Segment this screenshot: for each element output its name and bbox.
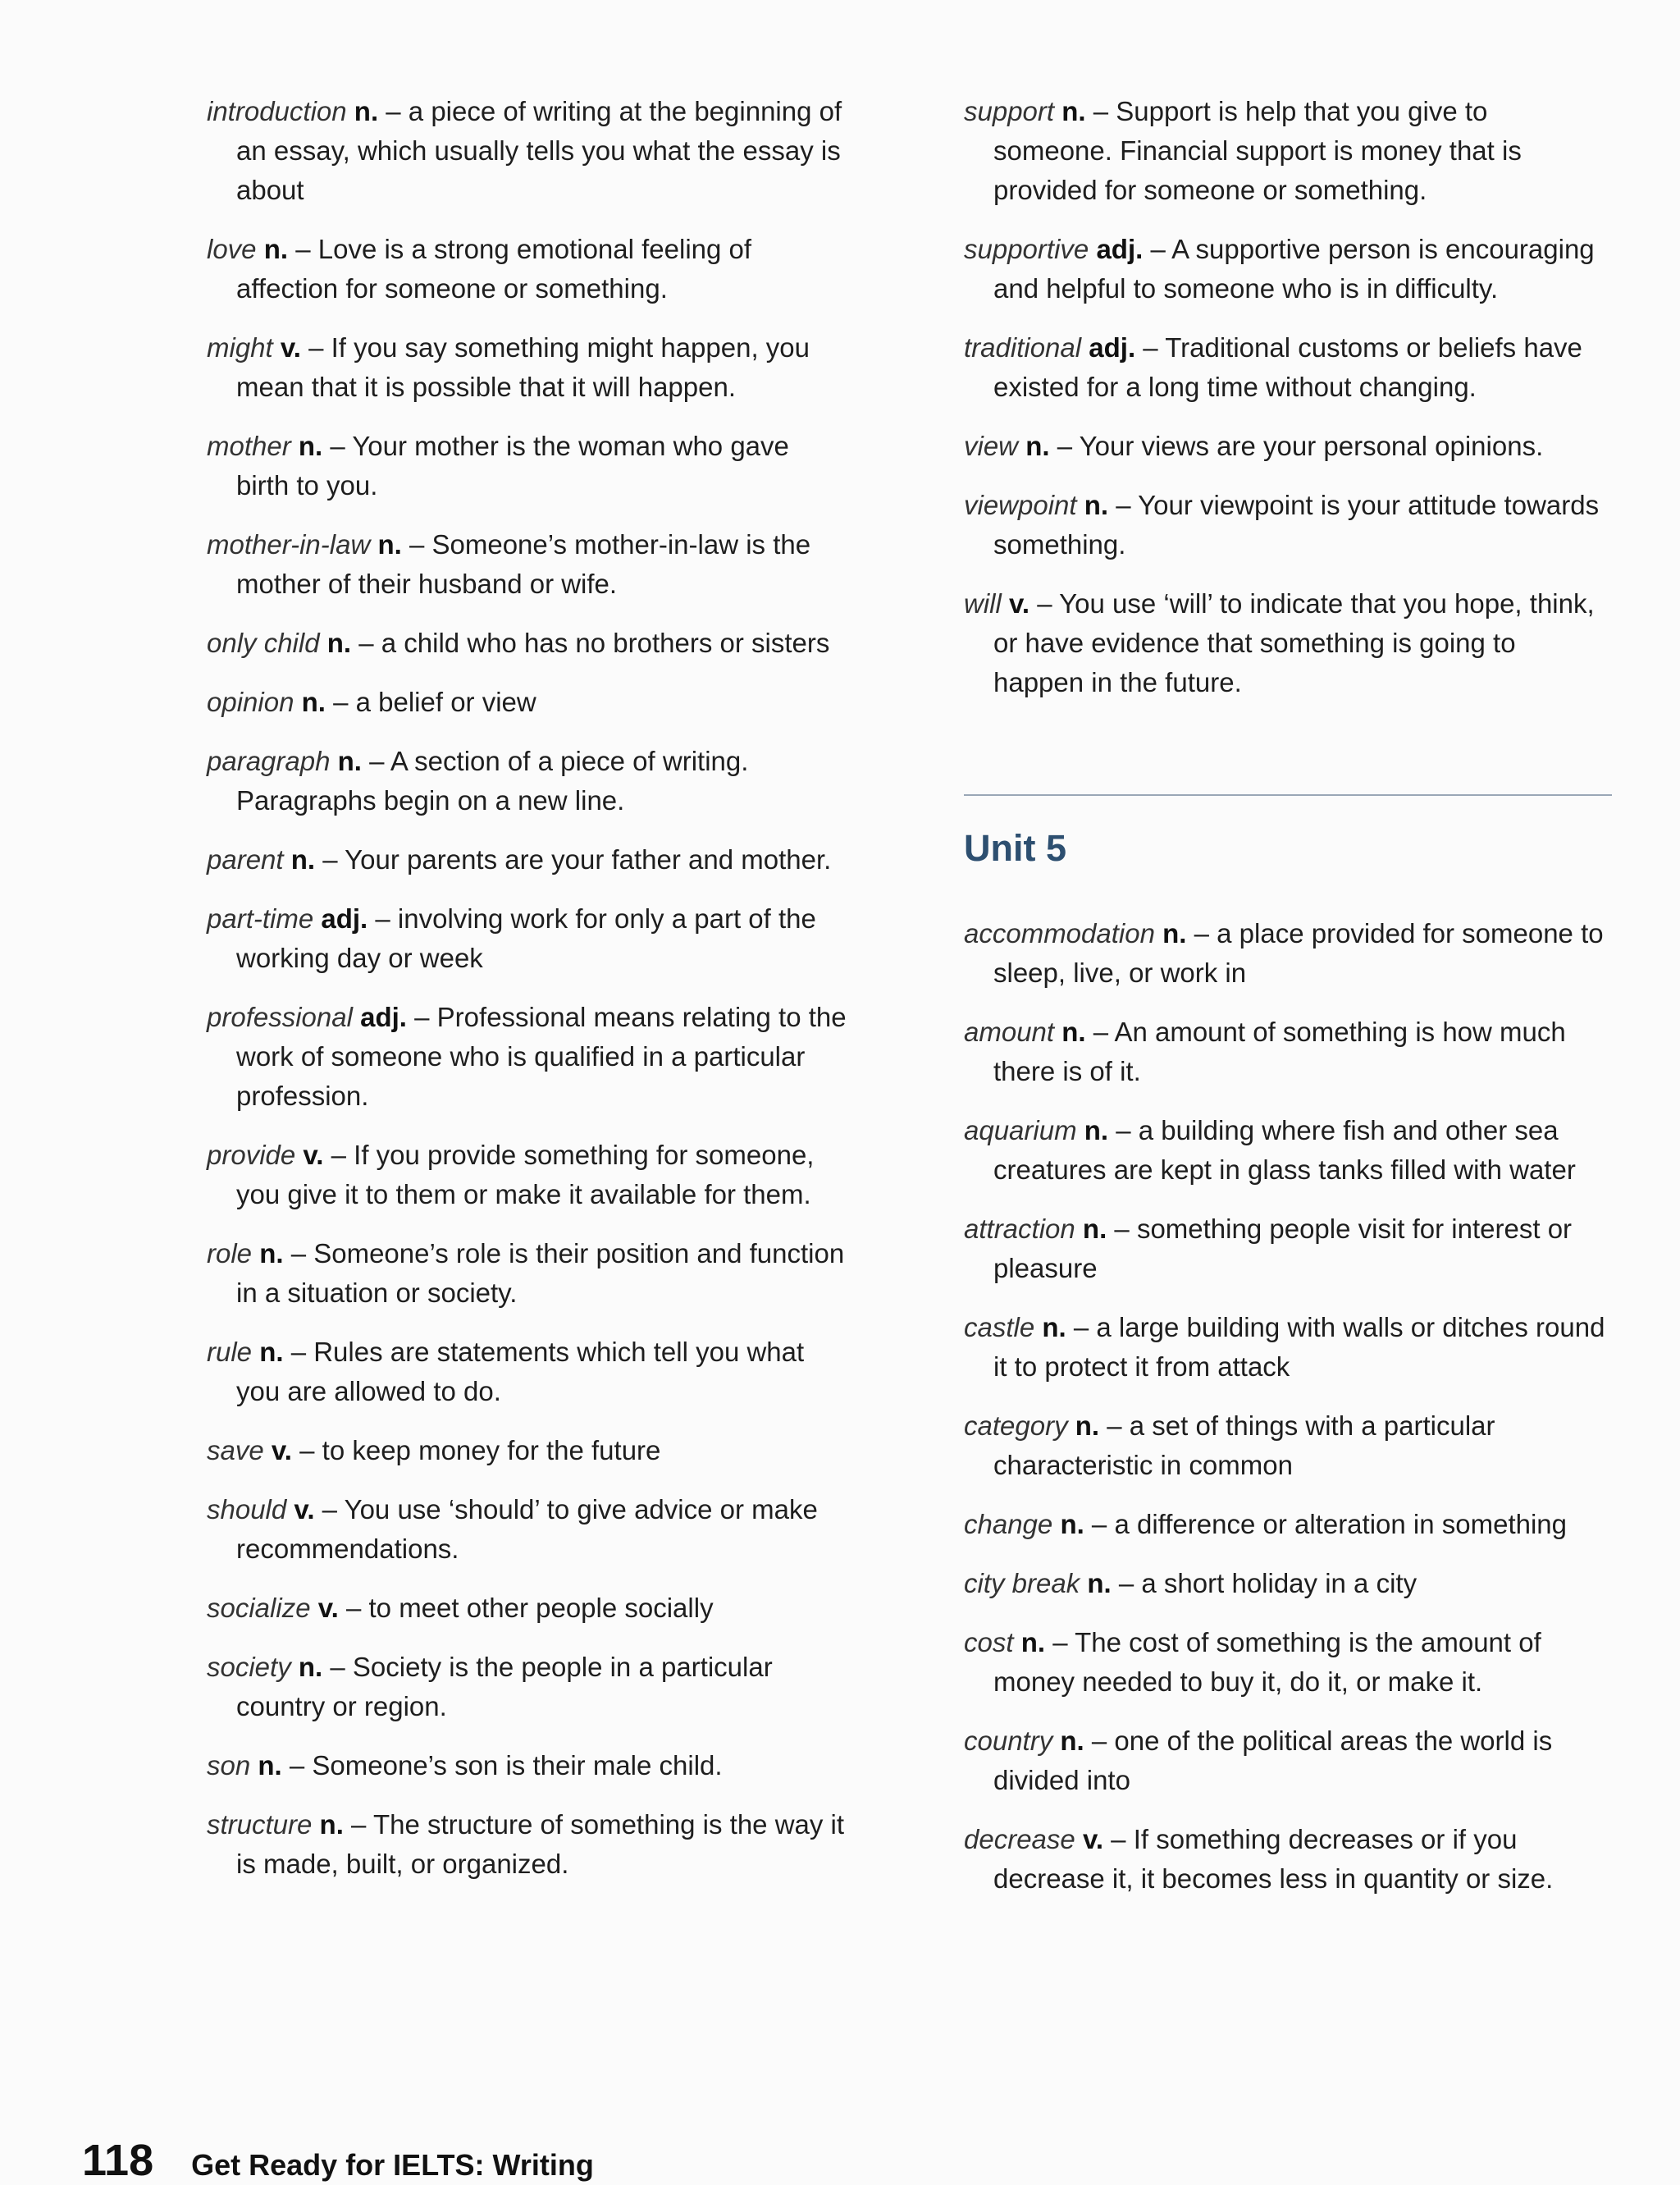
entry-definition: – involving work for only a part of the working day or week [236,903,816,973]
entry-definition: – A supportive person is encouraging and helpful to someone who is in difficulty. [993,234,1595,304]
glossary-entry [207,742,847,821]
entry-part-of-speech: n. [1042,1312,1066,1342]
entry-definition: – a short holiday in a city [1111,1568,1418,1598]
entry-definition: – You use ‘will’ to indicate that you hope, think, or have evidence that something is going to happen in the future. [993,588,1595,697]
glossary-entry [207,1805,847,1884]
entry-definition: – a set of things with a particular characteristic in common [993,1410,1495,1480]
entry-part-of-speech: n. [263,234,289,264]
entry-definition: – Someone’s role is their position and function in a situation or society. [236,1238,845,1308]
glossary-entry [964,486,1612,565]
entry-part-of-speech: n. [298,431,323,461]
entry-definition: – Someone’s mother-in-law is the mother of their husband or wife. [236,529,811,599]
unit-entries [964,914,1612,1899]
glossary-entry [964,92,1612,210]
entry-term: country [964,1726,1053,1756]
entry-definition: – Rules are statements which tell you what you are allowed to do. [236,1337,805,1406]
entry-definition: – Someone’s son is their male child. [281,1750,723,1780]
glossary-entry [964,328,1612,407]
entry-part-of-speech: n. [1082,1214,1107,1244]
glossary-entry [207,1490,847,1569]
entry-part-of-speech: n. [1060,1509,1084,1539]
entry-term: part-time [207,903,314,934]
entry-term: change [964,1509,1053,1539]
entry-part-of-speech: v. [271,1435,292,1465]
glossary-entry [207,1234,847,1313]
entry-term: rule [207,1337,253,1367]
glossary-entry [964,914,1612,993]
glossary-entry [207,1332,847,1411]
glossary-entry [207,427,847,505]
entry-part-of-speech: n. [1075,1410,1100,1441]
glossary-entry [964,1820,1612,1899]
glossary-entry [207,840,847,880]
glossary-entry [964,584,1612,702]
entry-term: accommodation [964,918,1155,949]
page-number: 118 [82,2136,154,2185]
entry-definition: – If something decreases or if you decrease it, it becomes less in quantity or size. [993,1824,1554,1894]
entry-part-of-speech: n. [1020,1627,1046,1657]
entry-term: will [964,588,1002,619]
entry-definition: – a place provided for someone to sleep, live, or work in [993,918,1604,988]
unit-heading: Unit 5 [964,827,1067,869]
entry-part-of-speech: n. [298,1652,323,1682]
entry-definition: – something people visit for interest or pleasure [993,1214,1573,1283]
entry-part-of-speech: n. [258,1750,282,1780]
entry-definition: – Support is help that you give to someone. Financial support is money that is provided for someone or something. [993,96,1522,205]
glossary-entry [964,1505,1612,1544]
glossary-entry [207,1588,847,1628]
glossary-entry [207,1136,847,1214]
entry-definition: – Love is a strong emotional feeling of affection for someone or something. [236,234,752,304]
entry-definition: – Your viewpoint is your attitude towards something. [993,490,1600,560]
left-column [207,92,847,1904]
right-column-entries [964,92,1612,702]
entry-part-of-speech: n. [1025,431,1050,461]
entry-part-of-speech: n. [1162,918,1187,949]
glossary-entry [207,92,847,210]
entry-definition: – a belief or view [325,687,536,717]
entry-part-of-speech: adj. [1096,234,1144,264]
entry-term: son [207,1750,251,1780]
glossary-entry [207,230,847,309]
entry-term: love [207,234,257,264]
entry-definition: – Professional means relating to the work of someone who is qualified in a particular profession. [236,1002,847,1111]
right-column [964,92,1612,1918]
entry-definition: – Traditional customs or beliefs have existed for a long time without changing. [993,332,1582,402]
entry-definition: – to meet other people socially [338,1593,714,1623]
entry-part-of-speech: n. [377,529,402,560]
entry-term: might [207,332,273,363]
entry-term: decrease [964,1824,1075,1854]
entry-term: mother-in-law [207,529,371,560]
entry-part-of-speech: n. [259,1337,284,1367]
entry-term: save [207,1435,264,1465]
entry-part-of-speech: n. [354,96,379,126]
entry-part-of-speech: n. [319,1809,344,1840]
entry-part-of-speech: n. [1084,490,1109,520]
entry-term: should [207,1494,287,1524]
entry-definition: – Your parents are your father and mother. [315,844,832,875]
entry-part-of-speech: n. [1060,1726,1084,1756]
entry-term: structure [207,1809,313,1840]
glossary-entry [207,328,847,407]
entry-term: socialize [207,1593,311,1623]
entry-term: provide [207,1140,296,1170]
entry-term: viewpoint [964,490,1077,520]
entry-term: attraction [964,1214,1075,1244]
entry-part-of-speech: n. [337,746,362,776]
entry-part-of-speech: n. [301,687,326,717]
entry-term: view [964,431,1019,461]
entry-definition: – a child who has no brothers or sisters [351,628,830,658]
entry-term: role [207,1238,253,1268]
entry-term: professional [207,1002,353,1032]
entry-term: amount [964,1017,1055,1047]
entry-part-of-speech: v. [280,332,301,363]
entry-definition: – You use ‘should’ to give advice or make recommendations. [236,1494,818,1564]
entry-term: traditional [964,332,1082,363]
entry-part-of-speech: n. [1061,1017,1086,1047]
entry-part-of-speech: n. [1084,1115,1109,1145]
entry-term: city break [964,1568,1080,1598]
glossary-entry [207,1431,847,1470]
entry-term: introduction [207,96,347,126]
entry-part-of-speech: adj. [1089,332,1136,363]
entry-part-of-speech: n. [326,628,352,658]
glossary-entry [207,525,847,604]
section-divider [964,794,1612,796]
glossary-entry [207,1746,847,1785]
entry-part-of-speech: n. [290,844,316,875]
entry-definition: – one of the political areas the world is divided into [993,1726,1553,1795]
entry-part-of-speech: n. [1061,96,1086,126]
entry-definition: – Your views are your personal opinions. [1049,431,1544,461]
entry-term: parent [207,844,284,875]
entry-part-of-speech: v. [303,1140,324,1170]
glossary-entry [964,427,1612,466]
glossary-entry [964,1406,1612,1485]
entry-term: category [964,1410,1068,1441]
entry-part-of-speech: adj. [360,1002,407,1032]
glossary-entry [964,1209,1612,1288]
glossary-entry [207,899,847,978]
entry-definition: – to keep money for the future [291,1435,661,1465]
entry-definition: – The structure of something is the way it is made, built, or organized. [236,1809,845,1879]
glossary-entry [964,230,1612,309]
entry-definition: – a difference or alteration in something [1084,1509,1568,1539]
entry-part-of-speech: v. [294,1494,315,1524]
entry-part-of-speech: v. [1082,1824,1104,1854]
entry-definition: – The cost of something is the amount of money needed to buy it, do it, or make it. [993,1627,1541,1697]
entry-term: castle [964,1312,1035,1342]
entry-definition: – If you say something might happen, you mean that it is possible that it will happen. [236,332,810,402]
entry-definition: – Your mother is the woman who gave birth to you. [236,431,789,501]
entry-definition: – a piece of writing at the beginning of an essay, which usually tells you what the essay is about [236,96,842,205]
entry-term: opinion [207,687,294,717]
glossary-entry [207,998,847,1116]
entry-term: cost [964,1627,1014,1657]
entry-term: society [207,1652,291,1682]
entry-part-of-speech: adj. [321,903,368,934]
glossary-entry [964,1013,1612,1091]
entry-definition: – If you provide something for someone, you give it to them or make it available for them. [236,1140,815,1209]
entry-term: only child [207,628,320,658]
entry-definition: – a large building with walls or ditches round it to protect it from attack [993,1312,1605,1382]
entry-term: support [964,96,1055,126]
glossary-entry [207,624,847,663]
glossary-entry [964,1111,1612,1190]
glossary-entry [964,1721,1612,1800]
entry-definition: – a building where fish and other sea creatures are kept in glass tanks filled with water [993,1115,1576,1185]
page-footer [82,2138,594,2183]
entry-part-of-speech: v. [1009,588,1030,619]
entry-definition: – An amount of something is how much there is of it. [993,1017,1566,1086]
glossary-entry [964,1564,1612,1603]
entry-term: supportive [964,234,1089,264]
entry-part-of-speech: n. [1087,1568,1112,1598]
glossary-entry [207,683,847,722]
entry-term: aquarium [964,1115,1077,1145]
entry-definition: – A section of a piece of writing. Paragraphs begin on a new line. [236,746,749,816]
entry-part-of-speech: v. [317,1593,339,1623]
glossary-entry [964,1623,1612,1702]
book-title: Get Ready for IELTS: Writing [191,2148,594,2182]
entry-definition: – Society is the people in a particular country or region. [236,1652,773,1721]
entry-part-of-speech: n. [259,1238,284,1268]
glossary-entry [964,1308,1612,1387]
entry-term: paragraph [207,746,331,776]
entry-term: mother [207,431,291,461]
glossary-entry [207,1648,847,1726]
